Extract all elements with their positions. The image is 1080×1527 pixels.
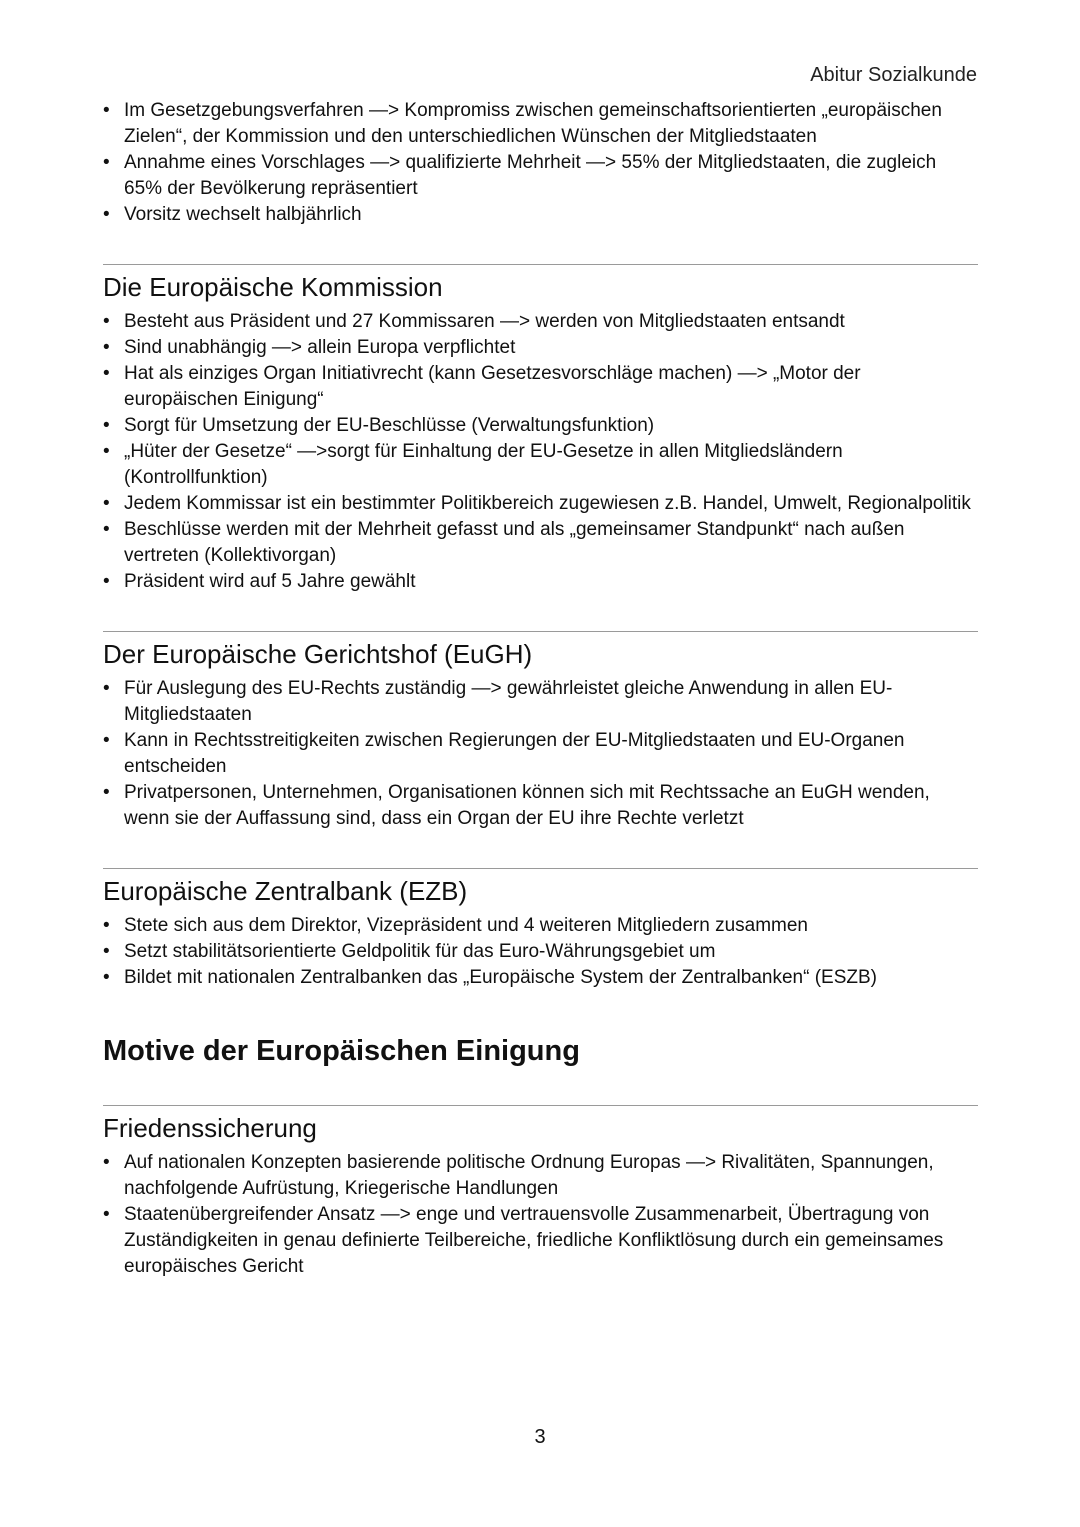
list-item: • Vorsitz wechselt halbjährlich [103, 202, 978, 228]
chapter-title: Motive der Europäischen Einigung [103, 1035, 580, 1067]
section-kommission [103, 264, 978, 595]
list-item: • Privatpersonen, Unternehmen, Organisationen können sich mit Rechtssache an EuGH wenden, wenn sie der Auffassung sind, dass ein Organ der EU ihre Rechte verletzt [103, 780, 978, 832]
list-item: • „Hüter der Gesetze“ —>sorgt für Einhaltung der EU-Gesetze in allen Mitgliedsländern (Kontrollfunktion) [103, 439, 978, 491]
intro-bullet-list [103, 98, 978, 228]
list-item: • Staatenübergreifender Ansatz —> enge und vertrauensvolle Zusammenarbeit, Übertragung von Zuständigkeiten in genau definierte Teilbereiche, friedliche Konfliktlösung durch ein gemeinsames europäisches Gericht [103, 1202, 978, 1280]
list-item: • Im Gesetzgebungsverfahren —> Kompromiss zwischen gemeinschaftsorientierten „europäischen Zielen“, der Kommission und den unterschiedlichen Wünschen der Mitgliedstaaten [103, 98, 978, 150]
list-item: • Präsident wird auf 5 Jahre gewählt [103, 569, 978, 595]
list-item: • Jedem Kommissar ist ein bestimmter Politikbereich zugewiesen z.B. Handel, Umwelt, Regionalpolitik [103, 491, 978, 517]
page-number: 3 [534, 1426, 546, 1448]
list-item: • Stete sich aus dem Direktor, Vizepräsident und 4 weiteren Mitgliedern zusammen [103, 913, 978, 939]
section-heading: Der Europäische Gerichtshof (EuGH) [103, 639, 533, 669]
list-item: • Bildet mit nationalen Zentralbanken das „Europäische System der Zentralbanken“ (ESZB) [103, 965, 978, 991]
list-item: • Annahme eines Vorschlages —> qualifizierte Mehrheit —> 55% der Mitgliedstaaten, die zugleich 65% der Bevölkerung repräsentiert [103, 150, 978, 202]
section-ezb [103, 868, 978, 991]
section-heading: Europäische Zentralbank (EZB) [103, 876, 468, 906]
list-item: • Für Auslegung des EU-Rechts zuständig —> gewährleistet gleiche Anwendung in allen EU-Mitgliedstaaten [103, 676, 978, 728]
list-item: • Hat als einziges Organ Initiativrecht (kann Gesetzesvorschläge machen) —> „Motor der europäischen Einigung“ [103, 361, 978, 413]
list-item: • Sind unabhängig —> allein Europa verpflichtet [103, 335, 978, 361]
bullet-list [103, 676, 978, 832]
section-friedenssicherung [103, 1105, 978, 1280]
section-heading: Friedenssicherung [103, 1113, 317, 1143]
section-eugh [103, 631, 978, 832]
header-title: Abitur Sozialkunde [810, 64, 977, 86]
list-item: • Setzt stabilitätsorientierte Geldpolitik für das Euro-Währungsgebiet um [103, 939, 978, 965]
bullet-list [103, 1150, 978, 1280]
section-heading: Die Europäische Kommission [103, 272, 443, 302]
page-content [103, 98, 978, 1280]
bullet-list [103, 309, 978, 595]
list-item: • Beschlüsse werden mit der Mehrheit gefasst und als „gemeinsamer Standpunkt“ nach außen vertreten (Kollektivorgan) [103, 517, 978, 569]
list-item: • Kann in Rechtsstreitigkeiten zwischen Regierungen der EU-Mitgliedstaaten und EU-Organen entscheiden [103, 728, 978, 780]
list-item: • Besteht aus Präsident und 27 Kommissaren —> werden von Mitgliedstaaten entsandt [103, 309, 978, 335]
bullet-list [103, 913, 978, 991]
list-item: • Auf nationalen Konzepten basierende politische Ordnung Europas —> Rivalitäten, Spannungen, nachfolgende Aufrüstung, Kriegerische Handlungen [103, 1150, 978, 1202]
list-item: • Sorgt für Umsetzung der EU-Beschlüsse (Verwaltungsfunktion) [103, 413, 978, 439]
